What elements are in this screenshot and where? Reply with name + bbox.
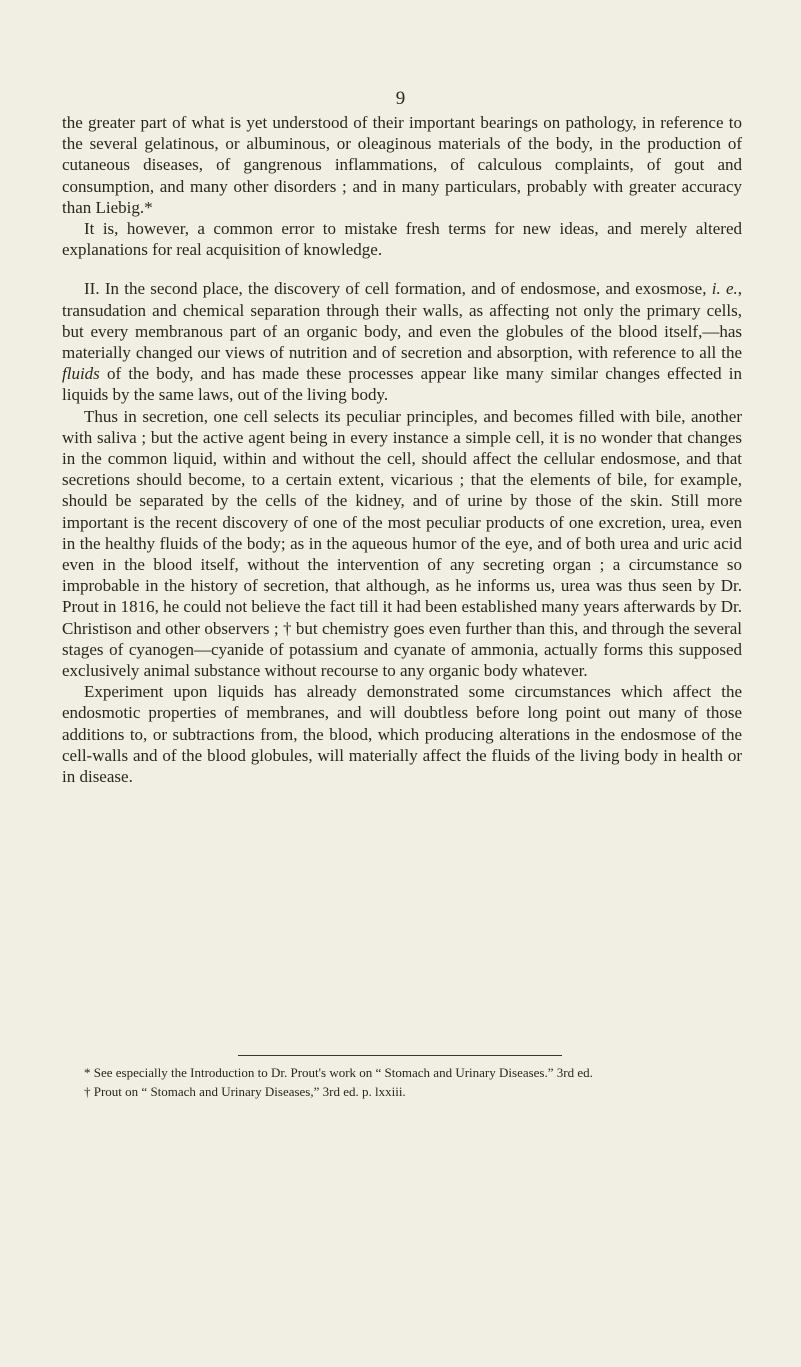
footnote-2: † Prout on “ Stomach and Urinary Diseases,” 3rd ed. p. lxxiii. (84, 1084, 406, 1099)
p3-text-middle: , transudation and chemical separation through their walls, as affecting not only the primary cells, but every membranous part of an organic body, and even the globules of the blood itself,—has materially changed our views of nutrition and of secretion and absorption, with reference to all the (62, 279, 742, 363)
p3-italic-fluids: fluids (62, 364, 100, 384)
paragraph-1: the greater part of what is yet understood of their important bearings on pathology, in reference to the several gelatinous, or albuminous, or oleaginous materials of the body, in the production of cutaneous diseases, of gangrenous inflammations, of calculous complaints, of gout and consumption, and many other disorders ; and in many particulars, probably with greater accuracy than Liebig.* (62, 113, 742, 217)
paragraph-3-section-ii (62, 278, 742, 405)
p3-italic-ie: i. e. (711, 279, 738, 299)
paragraph-5: Experiment upon liquids has already demonstrated some circumstances which affect the endosmotic properties of membranes, and will doubtless before long point out many of those additions to, or subtractions from, the blood, which producing alterations in the endosmose of the cell-walls and of the blood globules, will materially affect the fluids of the living body in health or in disease. (62, 682, 742, 787)
p3-text-after: of the body, and has made these processes appear like many similar changes effected in liquids by the same laws, out of the living body. (62, 364, 742, 405)
paragraph-4: Thus in secretion, one cell selects its peculiar principles, and becomes filled with bile, another with saliva ; but the active agent being in every instance a simple cell, it is no wonder that changes in the common liquid, within and without the cell, should affect the cellular endosmose, and that secretions should become, to a certain extent, vicarious ; that the elements of bile, for example, should be separated by the cells of the kidney, and of urine by those of the skin. Still more important is the recent discovery of one of the most peculiar products of one excretion, urea, even in the healthy fluids of the body; as in the aqueous humor of the eye, and of both urea and uric acid even in the blood itself, without the intervention of any secreting organ ; a circumstance so improbable in the history of secretion, that although, as he informs us, urea was thus seen by Dr. Prout in 1816, he could not believe the fact till it had been established many years afterwards by Dr. Christison and other observers ; † but chemistry goes even further than this, and through the several stages of cyanogen—cyanide of potassium and cyanate of ammonia, actually forms this supposed exclusively animal substance without recourse to any organic body whatever. (62, 406, 742, 681)
footnote-divider (238, 1055, 562, 1056)
body-text (62, 112, 742, 787)
paragraph-2: It is, however, a common error to mistake fresh terms for new ideas, and merely altered explanations for real acquisition of knowledge. (62, 219, 742, 260)
footnote-1: * See especially the Introduction to Dr. Prout's work on “ Stomach and Urinary Diseases.” 3rd ed. (84, 1065, 593, 1080)
footnotes (62, 1064, 742, 1100)
page-number: 9 (395, 88, 406, 109)
p3-text-before: II. In the second place, the discovery of cell formation, and of endosmose, and exosmose, (84, 279, 712, 299)
